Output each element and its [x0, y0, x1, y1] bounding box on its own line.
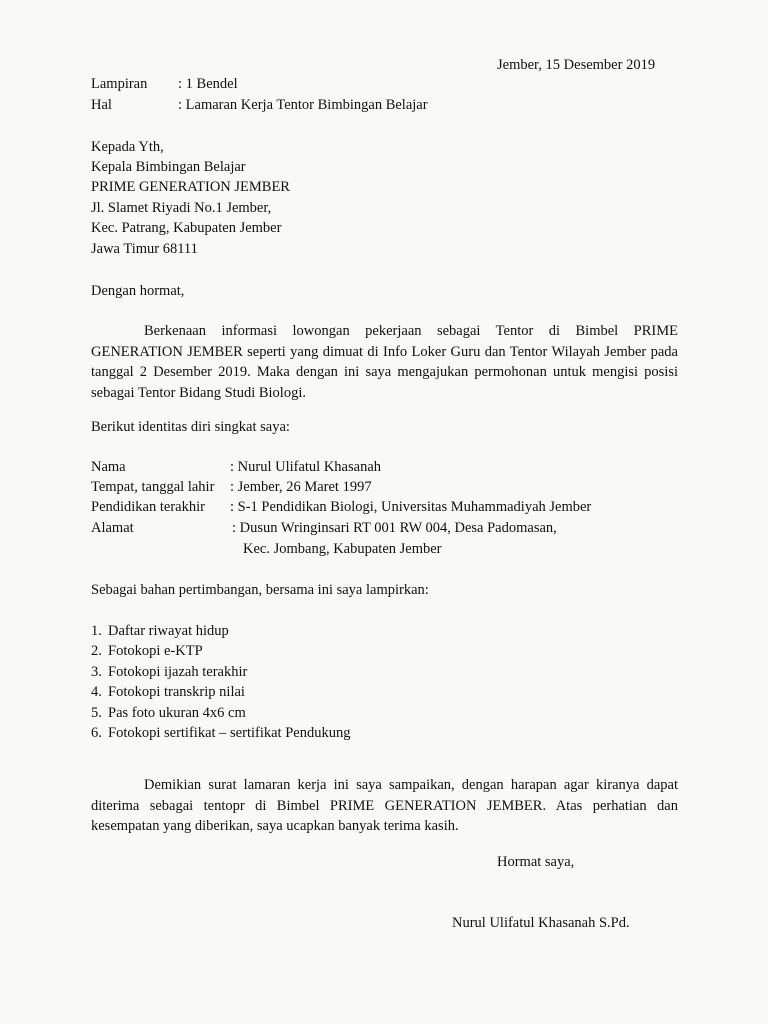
attachments-intro: Sebagai bahan pertimbangan, bersama ini saya lampirkan: — [91, 582, 429, 598]
sign-off: Hormat saya, — [497, 854, 575, 870]
recipient-line: PRIME GENERATION JEMBER — [91, 179, 290, 195]
attachment-item: Fotokopi e-KTP — [108, 643, 203, 659]
meta-value-hal: : Lamaran Kerja Tentor Bimbingan Belajar — [178, 97, 428, 113]
closing-paragraph — [91, 775, 678, 837]
attachment-num: 5. — [91, 705, 102, 721]
identity-intro: Berikut identitas diri singkat saya: — [91, 419, 290, 435]
opening-paragraph-text: Berkenaan informasi lowongan pekerjaan sebagai Tentor di Bimbel PRIME GENERATION JEMBER seperti yang dimuat di Info Loker Guru dan Tentor Wilayah Jember pada tanggal 2 Desember 2019. Maka dengan ini saya mengajukan permohonan untuk mengisi posisi sebagai Tentor Bidang Studi Biologi. — [91, 323, 678, 401]
meta-value-lampiran: : 1 Bendel — [178, 76, 238, 92]
attachment-item: Fotokopi ijazah terakhir — [108, 664, 248, 680]
identity-label: Nama — [91, 459, 126, 475]
attachment-item: Fotokopi sertifikat – sertifikat Pendukung — [108, 725, 351, 741]
attachment-item: Daftar riwayat hidup — [108, 623, 229, 639]
meta-label-lampiran: Lampiran — [91, 76, 148, 92]
recipient-line: Jl. Slamet Riyadi No.1 Jember, — [91, 200, 272, 216]
identity-value: : Dusun Wringinsari RT 001 RW 004, Desa Padomasan, — [232, 520, 557, 536]
recipient-line: Jawa Timur 68111 — [91, 241, 198, 257]
identity-value: : S-1 Pendidikan Biologi, Universitas Muhammadiyah Jember — [230, 499, 592, 515]
attachment-num: 6. — [91, 725, 102, 741]
identity-label: Tempat, tanggal lahir — [91, 479, 215, 495]
meta-label-hal: Hal — [91, 97, 112, 113]
signatory-name: Nurul Ulifatul Khasanah S.Pd. — [452, 915, 630, 931]
attachment-num: 2. — [91, 643, 102, 659]
attachment-item: Fotokopi transkrip nilai — [108, 684, 245, 700]
closing-paragraph-text: Demikian surat lamaran kerja ini saya sampaikan, dengan harapan agar kiranya dapat diterima sebagai tentopr di Bimbel PRIME GENERATION JEMBER. Atas perhatian dan kesempatan yang diberikan, saya ucapkan banyak terima kasih. — [91, 777, 678, 834]
address-continuation: Kec. Jombang, Kabupaten Jember — [243, 541, 442, 557]
attachment-num: 1. — [91, 623, 102, 639]
identity-label: Alamat — [91, 520, 134, 536]
attachment-num: 4. — [91, 684, 102, 700]
attachment-num: 3. — [91, 664, 102, 680]
recipient-line: Kepala Bimbingan Belajar — [91, 159, 246, 175]
recipient-line: Kec. Patrang, Kabupaten Jember — [91, 220, 282, 236]
identity-value: : Nurul Ulifatul Khasanah — [230, 459, 382, 475]
place-date: Jember, 15 Desember 2019 — [497, 57, 656, 73]
identity-label: Pendidikan terakhir — [91, 499, 205, 515]
attachment-item: Pas foto ukuran 4x6 cm — [108, 705, 246, 721]
opening-paragraph — [91, 321, 678, 403]
greeting: Dengan hormat, — [91, 283, 185, 299]
identity-value: : Jember, 26 Maret 1997 — [230, 479, 372, 495]
recipient-line: Kepada Yth, — [91, 139, 164, 155]
